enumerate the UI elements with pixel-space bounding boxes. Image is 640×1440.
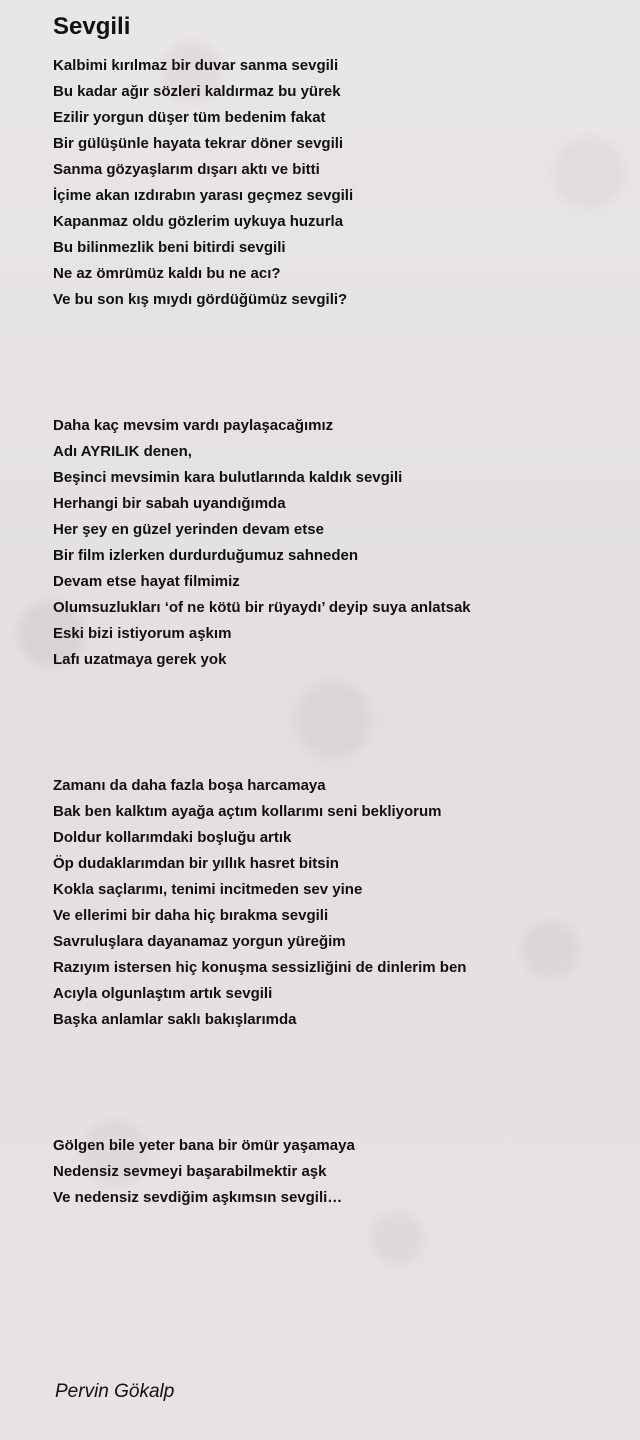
poem-line: Adı AYRILIK denen,	[53, 443, 192, 460]
poem-line: Nedensiz sevmeyi başarabilmektir aşk	[53, 1163, 327, 1180]
poem-line: Daha kaç mevsim vardı paylaşacağımız	[53, 417, 334, 434]
poem-line: Ve bu son kış mıydı gördüğümüz sevgili?	[53, 291, 348, 308]
poem-line: Kapanmaz oldu gözlerim uykuya huzurla	[53, 213, 344, 230]
poem-line: Ne az ömrümüz kaldı bu ne acı?	[53, 265, 281, 282]
stanza-3	[53, 773, 613, 1033]
poem-line: Öp dudaklarımdan bir yıllık hasret bitsin	[53, 855, 339, 872]
poem-line: Bir gülüşünle hayata tekrar döner sevgili	[53, 135, 344, 152]
poem-line: Zamanı da daha fazla boşa harcamaya	[53, 777, 326, 794]
stanza-2	[53, 413, 613, 673]
poem-line: Acıyla olgunlaştım artık sevgili	[53, 985, 273, 1002]
poem-line: Kalbimi kırılmaz bir duvar sanma sevgili	[53, 57, 339, 74]
poem-line: Devam etse hayat filmimiz	[53, 573, 240, 590]
stanza-1	[53, 53, 613, 313]
poem-line: Herhangi bir sabah uyandığımda	[53, 495, 286, 512]
poem-line: Razıyım istersen hiç konuşma sessizliğini de dinlerim ben	[53, 959, 467, 976]
poem-line: Bu bilinmezlik beni bitirdi sevgili	[53, 239, 286, 256]
poem-line: Eski bizi istiyorum aşkım	[53, 625, 232, 642]
stanza-4	[53, 1133, 613, 1211]
poem-line: Beşinci mevsimin kara bulutlarında kaldık sevgili	[53, 469, 403, 486]
poem-title: Sevgili	[53, 13, 131, 40]
poem-line: Bak ben kalktım ayağa açtım kollarımı seni bekliyorum	[53, 803, 442, 820]
poem-line: Ve nedensiz sevdiğim aşkımsın sevgili…	[53, 1189, 343, 1206]
poem-line: Gölgen bile yeter bana bir ömür yaşamaya	[53, 1137, 355, 1154]
poem-line: Her şey en güzel yerinden devam etse	[53, 521, 324, 538]
poem-line: Olumsuzlukları ‘of ne kötü bir rüyaydı’ deyip suya anlatsak	[53, 599, 471, 616]
poem-line: Bir film izlerken durdurduğumuz sahneden	[53, 547, 359, 564]
poem-line: Lafı uzatmaya gerek yok	[53, 651, 227, 668]
poem-line: Bu kadar ağır sözleri kaldırmaz bu yürek	[53, 83, 341, 100]
poem-author: Pervin Gökalp	[55, 1381, 175, 1402]
poem-line: İçime akan ızdırabın yarası geçmez sevgili	[53, 187, 354, 204]
poem-line: Ve ellerimi bir daha hiç bırakma sevgili	[53, 907, 329, 924]
poem-line: Doldur kollarımdaki boşluğu artık	[53, 829, 292, 846]
poem-line: Savruluşlara dayanamaz yorgun yüreğim	[53, 933, 346, 950]
poem-line: Başka anlamlar saklı bakışlarımda	[53, 1011, 297, 1028]
poem-line: Sanma gözyaşlarım dışarı aktı ve bitti	[53, 161, 320, 178]
poem-line: Kokla saçlarımı, tenimi incitmeden sev yine	[53, 881, 363, 898]
poem-line: Ezilir yorgun düşer tüm bedenim fakat	[53, 109, 326, 126]
